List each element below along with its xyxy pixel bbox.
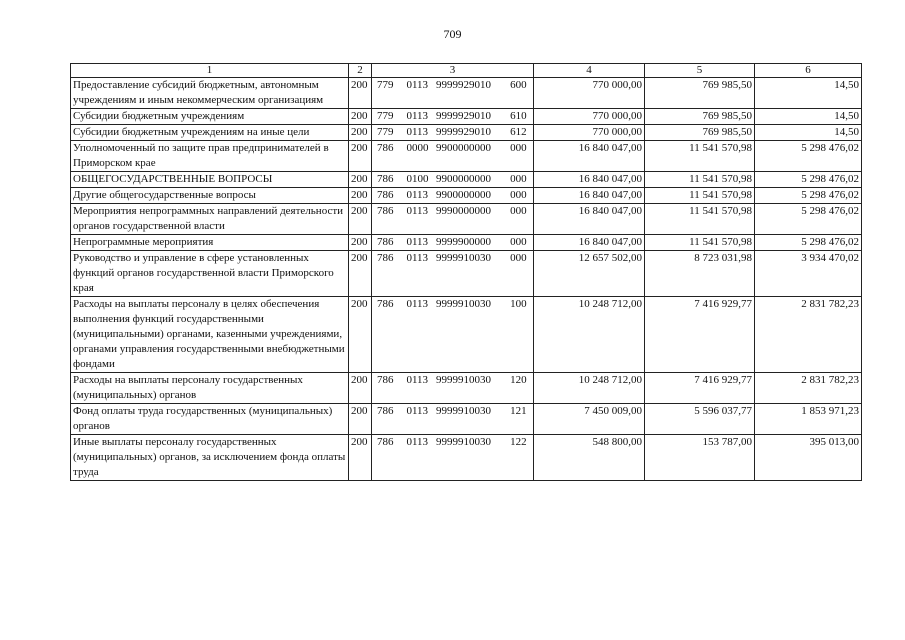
row-code [372,188,534,204]
table-row [71,235,862,251]
row-name: Мероприятия непрограммных направлений деятельности органов государственной власти [71,204,349,235]
header-row [71,64,862,78]
code-section: 0113 [406,298,429,310]
code-article: 9999910030 [435,252,491,264]
row-col-5: 769 985,50 [645,78,755,109]
code-section: 0100 [406,173,429,185]
table-row [71,373,862,404]
code-ministry: 786 [377,173,394,185]
header-col-5: 5 [645,64,755,78]
code-article: 9999910030 [435,436,491,448]
row-code [372,172,534,188]
code-ministry: 786 [377,374,394,386]
row-col-4: 770 000,00 [534,125,645,141]
header-col-4: 4 [534,64,645,78]
row-col-5: 11 541 570,98 [645,141,755,172]
row-name: Расходы на выплаты персоналу в целях обеспечения выполнения функций государственными (муниципальными) органами, казенными учреждениями, органами управления государственными внебюджетными фондами [71,297,349,373]
row-col-6: 2 831 782,23 [755,373,862,404]
row-col-4: 770 000,00 [534,109,645,125]
code-ministry: 786 [377,236,394,248]
code-article: 9999910030 [435,374,491,386]
row-col-6: 14,50 [755,125,862,141]
header-col-3: 3 [372,64,534,78]
header-col-2: 2 [349,64,372,78]
row-col-5: 8 723 031,98 [645,251,755,297]
row-col-4: 16 840 047,00 [534,172,645,188]
header-col-6: 6 [755,64,862,78]
table-row [71,109,862,125]
code-ministry: 786 [377,252,394,264]
row-code [372,404,534,435]
row-col-6: 5 298 476,02 [755,172,862,188]
row-col-4: 770 000,00 [534,78,645,109]
row-col-6: 5 298 476,02 [755,204,862,235]
code-ministry: 786 [377,298,394,310]
code-article: 9999910030 [435,298,491,310]
row-col-6: 14,50 [755,78,862,109]
code-expense-type: 122 [510,436,527,448]
row-name: Предоставление субсидий бюджетным, автономным учреждениям и иным некоммерческим организациям [71,78,349,109]
code-expense-type: 000 [510,142,527,154]
row-code [372,125,534,141]
row-col-2: 200 [349,78,372,109]
code-expense-type: 100 [510,298,527,310]
row-code [372,78,534,109]
code-article: 9999929010 [435,79,491,91]
row-col-5: 153 787,00 [645,435,755,481]
code-article: 9990000000 [435,205,491,217]
code-ministry: 786 [377,205,394,217]
table-row [71,297,862,373]
header-col-1: 1 [71,64,349,78]
code-ministry: 786 [377,436,394,448]
row-code [372,297,534,373]
row-name: Руководство и управление в сфере установленных функций органов государственной власти Приморского края [71,251,349,297]
code-section: 0113 [406,252,429,264]
code-article: 9900000000 [435,189,491,201]
code-section: 0113 [406,189,429,201]
code-expense-type: 000 [510,173,527,185]
code-section: 0113 [406,236,429,248]
code-expense-type: 121 [510,405,527,417]
row-col-5: 11 541 570,98 [645,204,755,235]
row-col-6: 395 013,00 [755,435,862,481]
row-col-6: 14,50 [755,109,862,125]
row-col-2: 200 [349,235,372,251]
row-col-2: 200 [349,404,372,435]
row-name: Расходы на выплаты персоналу государственных (муниципальных) органов [71,373,349,404]
row-code [372,373,534,404]
row-col-4: 10 248 712,00 [534,373,645,404]
code-article: 9900000000 [435,173,491,185]
code-expense-type: 600 [510,79,527,91]
row-col-5: 7 416 929,77 [645,373,755,404]
code-ministry: 786 [377,405,394,417]
row-col-4: 16 840 047,00 [534,204,645,235]
row-col-2: 200 [349,125,372,141]
code-expense-type: 610 [510,110,527,122]
code-article: 9999900000 [435,236,491,248]
row-col-5: 5 596 037,77 [645,404,755,435]
row-col-5: 11 541 570,98 [645,188,755,204]
code-section: 0113 [406,79,429,91]
row-col-6: 5 298 476,02 [755,188,862,204]
code-ministry: 786 [377,189,394,201]
row-col-5: 7 416 929,77 [645,297,755,373]
code-section: 0113 [406,436,429,448]
row-col-4: 16 840 047,00 [534,188,645,204]
code-expense-type: 000 [510,252,527,264]
table-row [71,172,862,188]
row-col-2: 200 [349,172,372,188]
code-section: 0113 [406,126,429,138]
code-expense-type: 120 [510,374,527,386]
row-col-2: 200 [349,204,372,235]
row-code [372,435,534,481]
table-row [71,251,862,297]
row-col-6: 5 298 476,02 [755,141,862,172]
row-code [372,141,534,172]
code-expense-type: 000 [510,189,527,201]
code-ministry: 786 [377,142,394,154]
row-code [372,109,534,125]
row-name: Непрограммные мероприятия [71,235,349,251]
row-col-4: 7 450 009,00 [534,404,645,435]
row-col-6: 1 853 971,23 [755,404,862,435]
code-article: 9999929010 [435,126,491,138]
row-col-6: 3 934 470,02 [755,251,862,297]
table-row [71,204,862,235]
code-ministry: 779 [377,126,394,138]
code-ministry: 779 [377,79,394,91]
table-row [71,188,862,204]
row-col-4: 16 840 047,00 [534,141,645,172]
code-section: 0113 [406,110,429,122]
table-row [71,435,862,481]
code-section: 0113 [406,374,429,386]
table-row [71,141,862,172]
row-name: Субсидии бюджетным учреждениям [71,109,349,125]
row-col-5: 11 541 570,98 [645,235,755,251]
row-col-2: 200 [349,435,372,481]
row-col-2: 200 [349,297,372,373]
row-name: Субсидии бюджетным учреждениям на иные цели [71,125,349,141]
row-col-4: 12 657 502,00 [534,251,645,297]
code-section: 0113 [406,405,429,417]
code-section: 0000 [406,142,429,154]
row-name: Фонд оплаты труда государственных (муниципальных) органов [71,404,349,435]
row-name: Уполномоченный по защите прав предпринимателей в Приморском крае [71,141,349,172]
code-article: 9999910030 [435,405,491,417]
row-col-2: 200 [349,373,372,404]
row-name: Другие общегосударственные вопросы [71,188,349,204]
row-code [372,204,534,235]
code-expense-type: 000 [510,205,527,217]
row-name: ОБЩЕГОСУДАРСТВЕННЫЕ ВОПРОСЫ [71,172,349,188]
row-col-5: 769 985,50 [645,109,755,125]
code-section: 0113 [406,205,429,217]
row-col-4: 548 800,00 [534,435,645,481]
row-name: Иные выплаты персоналу государственных (муниципальных) органов, за исключением фонда оплаты труда [71,435,349,481]
row-col-5: 11 541 570,98 [645,172,755,188]
table-row [71,125,862,141]
row-col-6: 5 298 476,02 [755,235,862,251]
code-ministry: 779 [377,110,394,122]
row-col-2: 200 [349,109,372,125]
row-col-2: 200 [349,141,372,172]
code-expense-type: 000 [510,236,527,248]
row-col-2: 200 [349,188,372,204]
table-row [71,404,862,435]
budget-table [70,63,862,481]
row-col-4: 10 248 712,00 [534,297,645,373]
code-expense-type: 612 [510,126,527,138]
row-code [372,251,534,297]
table-row [71,78,862,109]
page-number: 709 [443,27,462,41]
row-col-5: 769 985,50 [645,125,755,141]
row-col-6: 2 831 782,23 [755,297,862,373]
code-article: 9900000000 [435,142,491,154]
row-code [372,235,534,251]
code-article: 9999929010 [435,110,491,122]
row-col-4: 16 840 047,00 [534,235,645,251]
row-col-2: 200 [349,251,372,297]
